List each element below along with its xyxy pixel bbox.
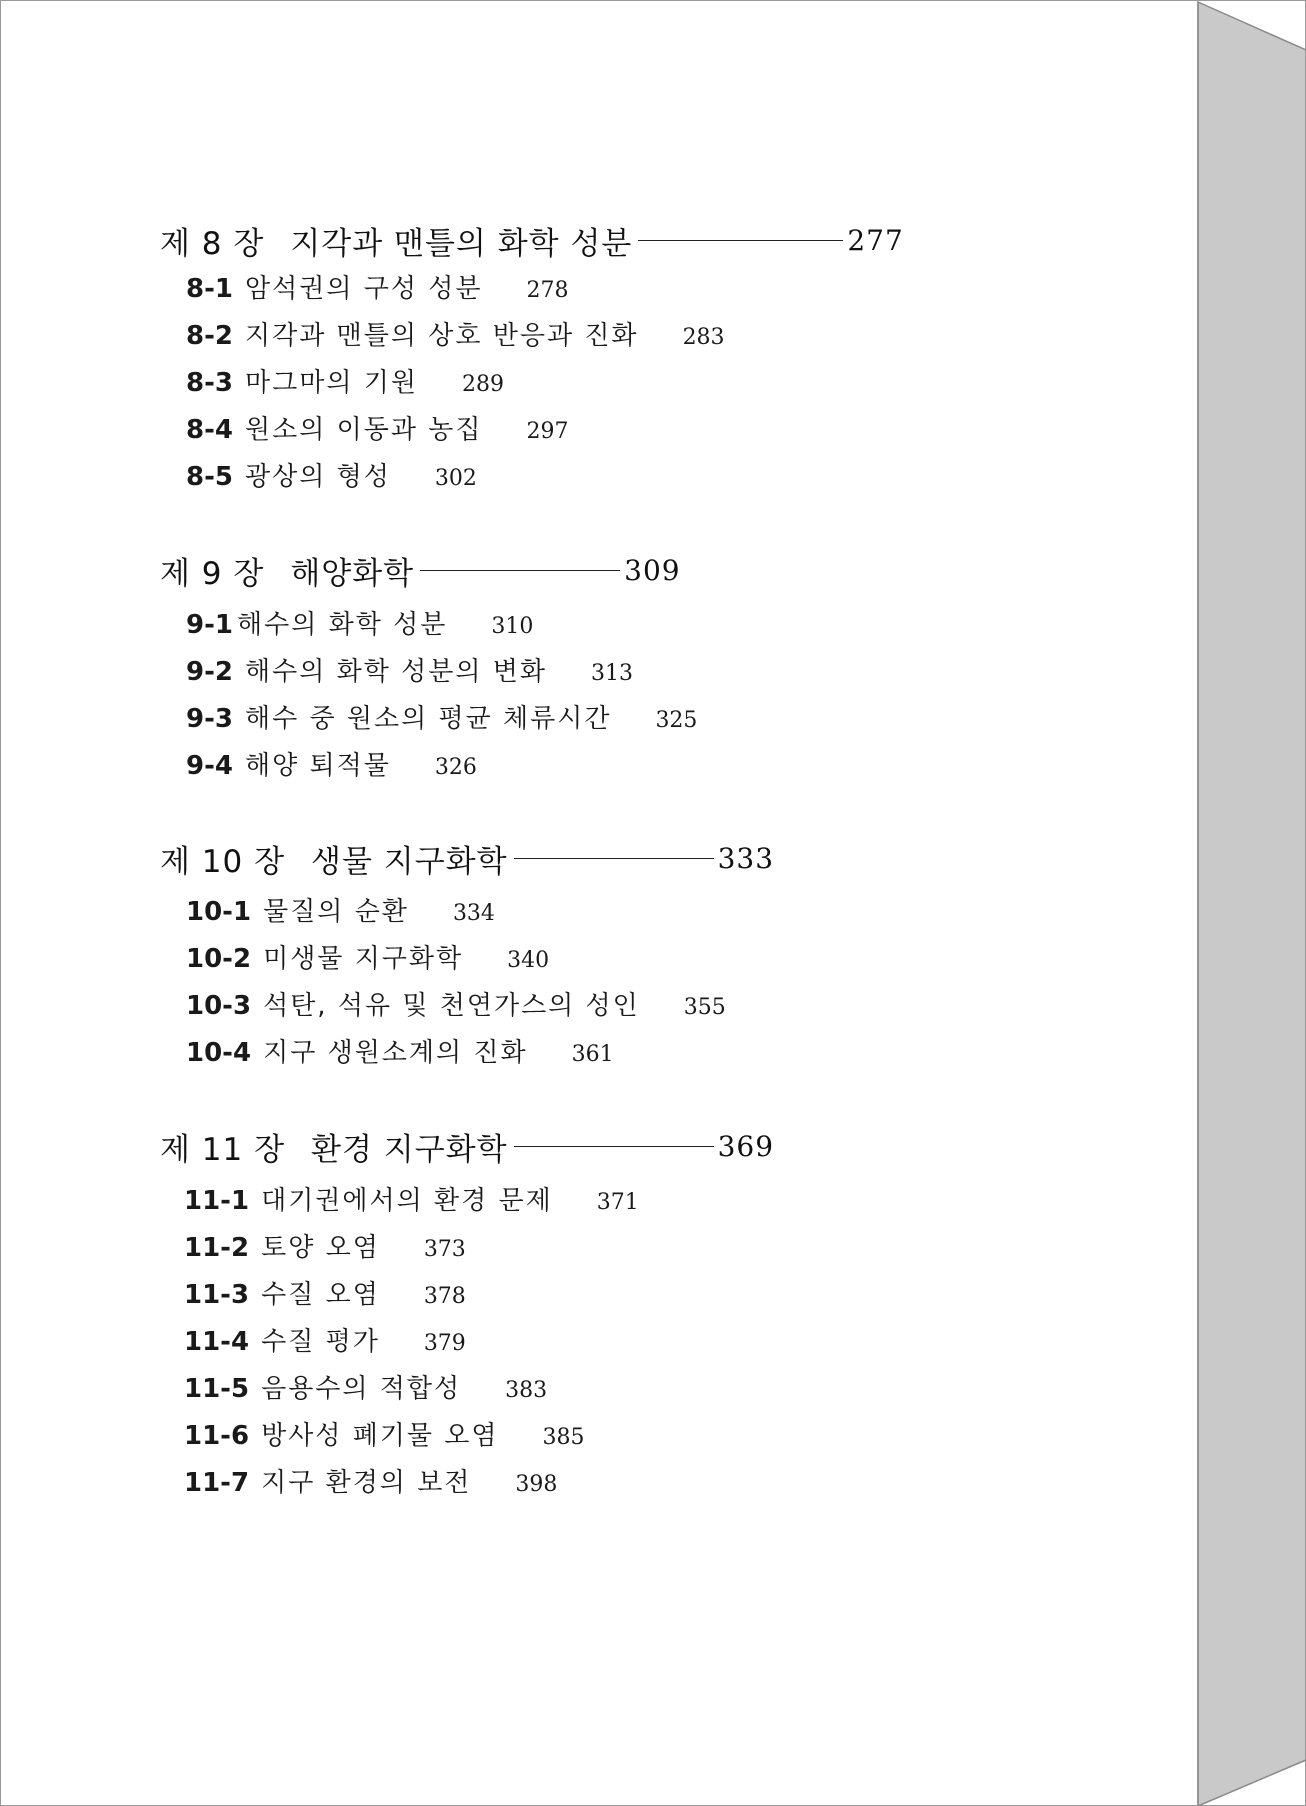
section-number: 11-5 <box>184 1374 250 1404</box>
section-number: 8-2 <box>186 321 233 351</box>
section-page-number: 334 <box>452 901 495 926</box>
section-page-number: 289 <box>461 372 504 397</box>
section-number: 11-2 <box>184 1233 250 1263</box>
chapter-heading <box>160 1124 774 1169</box>
section-title: 물질의 순환 <box>263 897 409 927</box>
chapter-label: 제 8 장 <box>160 226 265 262</box>
section-page-number: 326 <box>434 755 477 780</box>
toc-section <box>184 1227 466 1264</box>
leader-rule <box>420 570 620 571</box>
section-title: 토양 오염 <box>261 1233 380 1263</box>
section-title: 음용수의 적합성 <box>261 1374 462 1404</box>
toc-section <box>184 1321 466 1358</box>
section-title: 해수 중 원소의 평균 체류시간 <box>244 704 612 734</box>
toc-section <box>186 1032 614 1069</box>
section-number: 9-3 <box>186 704 233 734</box>
section-title: 원소의 이동과 농집 <box>244 415 483 445</box>
section-page-number: 297 <box>526 419 569 444</box>
leader-rule <box>514 858 714 859</box>
section-number: 11-7 <box>184 1468 250 1498</box>
section-page-number: 340 <box>507 948 550 973</box>
toc-section <box>186 651 633 688</box>
section-page-number: 385 <box>542 1425 585 1450</box>
section-number: 8-3 <box>186 368 233 398</box>
section-page-number: 313 <box>590 661 633 686</box>
section-page-number: 355 <box>683 995 726 1020</box>
chapter-label: 제 11 장 <box>160 1132 286 1168</box>
section-number: 9-2 <box>186 657 233 687</box>
section-title: 마그마의 기원 <box>244 368 418 398</box>
chapter-heading <box>160 836 774 881</box>
chapter-heading <box>160 218 904 263</box>
toc-section <box>186 409 568 446</box>
section-page-number: 373 <box>423 1237 466 1262</box>
section-page-number: 310 <box>491 614 534 639</box>
section-page-number: 361 <box>571 1042 614 1067</box>
chapter-label: 제 9 장 <box>160 556 265 592</box>
section-number: 11-3 <box>184 1280 250 1310</box>
toc-section <box>184 1180 639 1217</box>
section-title: 대기권에서의 환경 문제 <box>261 1186 553 1216</box>
section-title: 지각과 맨틀의 상호 반응과 진화 <box>244 321 639 351</box>
section-title: 수질 평가 <box>261 1327 380 1357</box>
section-title: 해수의 화학 성분의 변화 <box>244 657 547 687</box>
toc-section <box>186 745 477 782</box>
section-number: 10-1 <box>186 897 252 927</box>
section-number: 10-2 <box>186 944 252 974</box>
section-number: 9-4 <box>186 751 233 781</box>
chapter-title: 해양화학 <box>290 556 415 592</box>
section-number: 8-4 <box>186 415 233 445</box>
section-title: 지구 생원소계의 진화 <box>263 1038 528 1068</box>
section-page-number: 278 <box>526 278 569 303</box>
section-title: 수질 오염 <box>261 1280 380 1310</box>
section-title: 미생물 지구화학 <box>263 944 464 974</box>
toc-section <box>184 1368 547 1405</box>
chapter-page-number: 277 <box>847 224 904 257</box>
section-number: 10-4 <box>186 1038 252 1068</box>
section-title: 해수의 화학 성분 <box>236 610 448 640</box>
section-number: 10-3 <box>186 991 252 1021</box>
toc-section <box>186 985 726 1022</box>
section-number: 8-1 <box>186 274 233 304</box>
leader-rule <box>638 240 843 241</box>
chapter-title: 지각과 맨틀의 화학 성분 <box>290 226 633 262</box>
section-page-number: 283 <box>682 325 725 350</box>
section-page-number: 383 <box>505 1378 548 1403</box>
section-page-number: 302 <box>434 466 477 491</box>
toc-section <box>184 1462 557 1499</box>
section-title: 해양 퇴적물 <box>244 751 391 781</box>
toc-section <box>186 315 725 352</box>
section-number: 8-5 <box>186 462 233 492</box>
section-page-number: 371 <box>596 1190 639 1215</box>
chapter-page-number: 309 <box>624 554 681 587</box>
section-number: 11-1 <box>184 1186 250 1216</box>
chapter-page-number: 333 <box>717 842 775 875</box>
section-title: 지구 환경의 보전 <box>261 1468 472 1498</box>
toc-section <box>186 268 568 305</box>
toc-section <box>186 891 495 928</box>
leader-rule <box>514 1146 714 1147</box>
section-page-number: 398 <box>515 1472 558 1497</box>
section-number: 11-4 <box>184 1327 250 1357</box>
chapter-label: 제 10 장 <box>160 844 286 880</box>
section-title: 석탄, 석유 및 천연가스의 성인 <box>263 991 640 1021</box>
section-number: 9-1 <box>186 610 233 640</box>
toc-section <box>184 1274 466 1311</box>
toc-section <box>186 604 533 641</box>
section-title: 방사성 폐기물 오염 <box>261 1421 499 1451</box>
chapter-title: 환경 지구화학 <box>311 1132 508 1168</box>
chapter-heading <box>160 548 681 593</box>
section-title: 암석권의 구성 성분 <box>244 274 483 304</box>
section-page-number: 379 <box>423 1331 466 1356</box>
section-page-number: 378 <box>423 1284 466 1309</box>
section-title: 광상의 형성 <box>244 462 391 492</box>
toc-section <box>186 456 477 493</box>
chapter-title: 생물 지구화학 <box>311 844 508 880</box>
toc-section <box>186 698 697 735</box>
section-page-number: 325 <box>655 708 698 733</box>
chapter-page-number: 369 <box>717 1130 775 1163</box>
section-number: 11-6 <box>184 1421 250 1451</box>
toc-section <box>186 938 549 975</box>
toc-section <box>184 1415 585 1452</box>
toc-section <box>186 362 504 399</box>
